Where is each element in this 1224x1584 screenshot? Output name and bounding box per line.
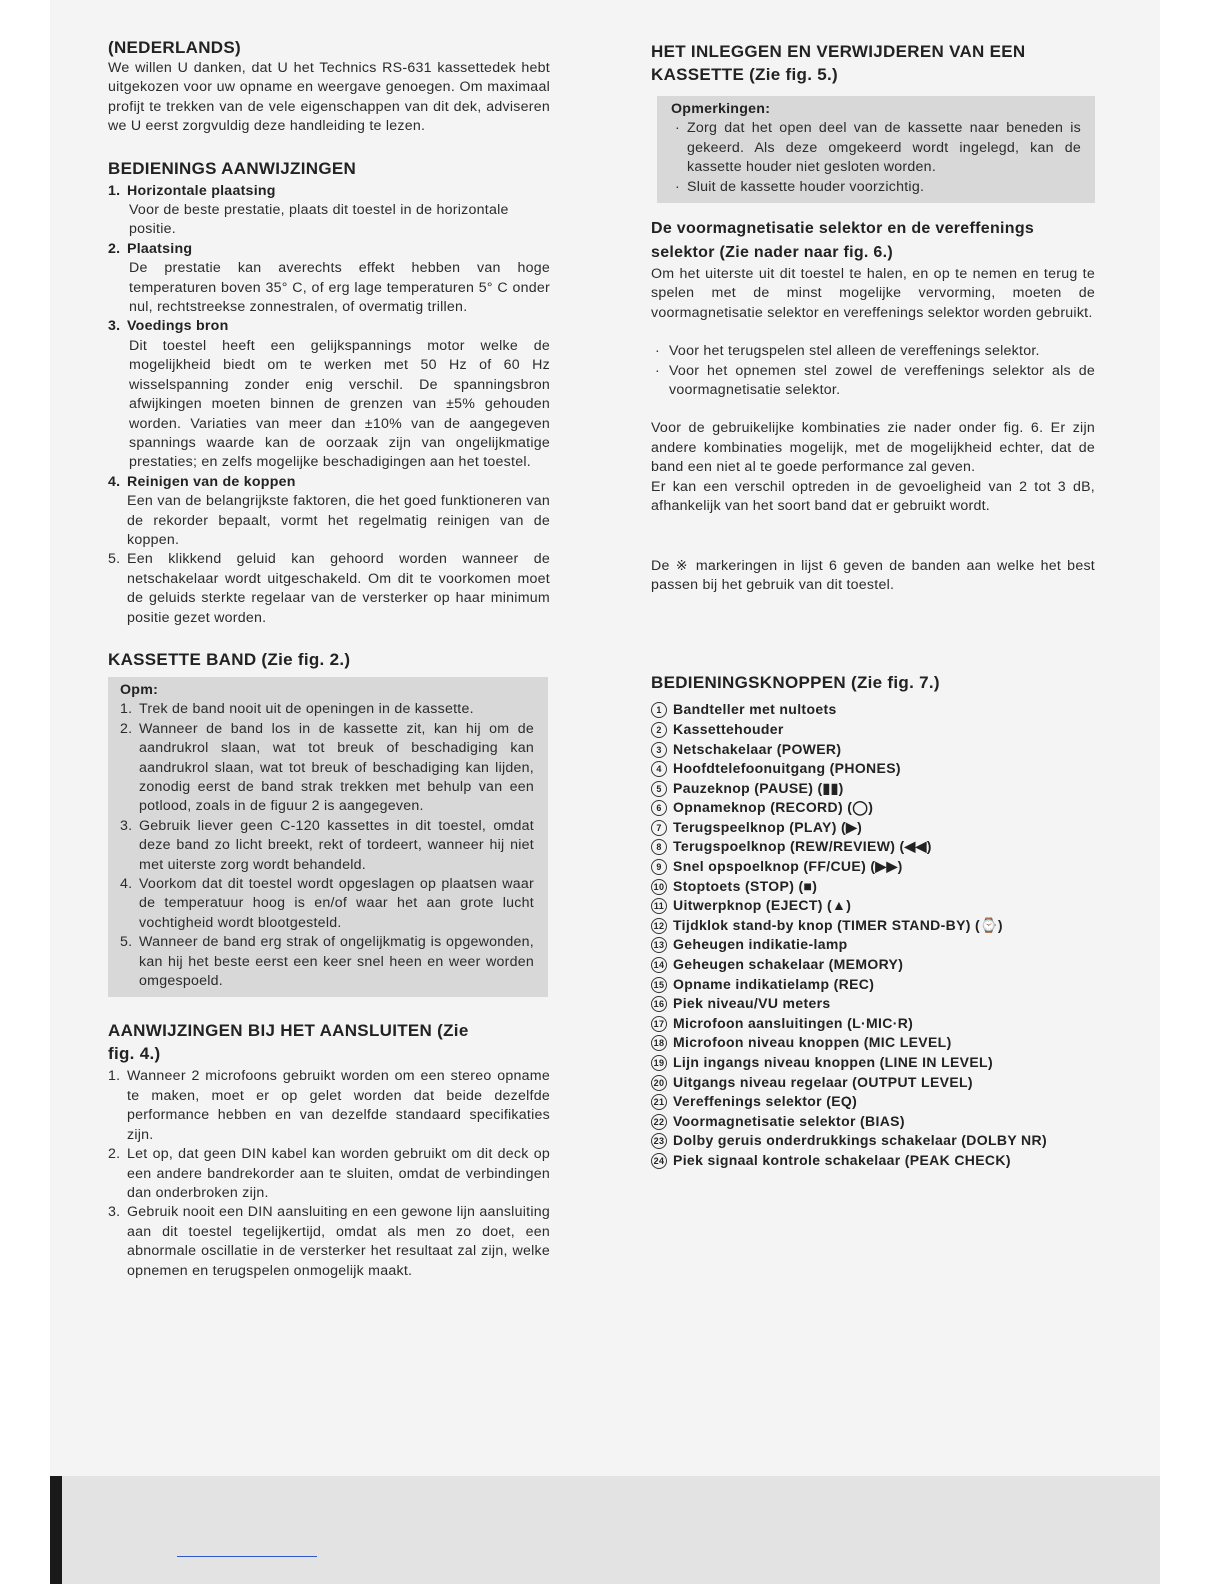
control-label: Terugspeelknop (PLAY) (▶) [673,818,863,835]
operating-item: 3. Voedings bron Dit toestel heeft een gelijkspannings motor welke de mogelijkheid biedt om te werken met 50 Hz of 60 Hz wisselspanning zonder enig verschil. De spanningsbron afwijkingen moeten binnen de grenzen van ±5% gehouden worden. Variaties van meer dan ±10% van de aangegeven spannings waarde kan de oorzaak zijn van ongelijkmatige prestaties; en zelfs mogelijke beschadigingen aan het toestel. [108,318,550,471]
control-label: Opname indikatielamp (REC) [673,975,875,992]
operating-heading: BEDIENINGS AANWIJZINGEN [108,158,357,178]
tape-note-box [108,677,548,998]
control-label: Hoofdtelefoonuitgang (PHONES) [673,760,901,777]
control-item [651,837,1095,857]
page-bottom-edge [50,1476,1160,1584]
control-item [651,916,1095,936]
control-label: Uitgangs niveau regelaar (OUTPUT LEVEL) [673,1073,973,1090]
connect-list [108,1067,550,1280]
control-item [651,1092,1095,1112]
control-label: Geheugen schakelaar (MEMORY) [673,956,904,973]
left-column [108,36,550,1281]
controls-list [651,700,1095,1170]
control-number: 2 [651,722,667,738]
connect-heading: AANWIJZINGEN BIJ HET AANSLUITEN (Zie fig. 4.) [108,1021,469,1064]
control-label: Dolby geruis onderdrukkings schakelaar (DOLBY NR) [673,1132,1047,1149]
insert-heading: HET INLEGGEN EN VERWIJDEREN VAN EEN KASSETTE (Zie fig. 5.) [651,42,1026,84]
control-label: Pauzeknop (PAUSE) (▮▮) [673,779,844,796]
control-label: Vereffenings selektor (EQ) [673,1093,858,1110]
control-label: Opnameknop (RECORD) (◯) [673,799,874,816]
connect-item: 3. Gebruik nooit een DIN aansluiting en een gewone lijn aansluiting aan dit toestel tegelijkertijd, omdat als men zo doet, een abnormale oscillatie in de versterker het resultaat zal zijn, welke opnemen en terugspelen onmogelijk maakt. [108,1204,550,1279]
control-number: 11 [651,898,667,914]
bias-bullets [651,342,1095,400]
control-item [651,818,1095,838]
control-item [651,1014,1095,1034]
intro-text: We willen U danken, dat U het Technics RS-631 kassettedek hebt uitgekozen voor uw opname en weergave genoegen. Om maximaal profijt te trekken van de vele eigenschappen van dit dek, adviseren we U eerst zorgvuldig deze handleiding te lezen. [108,60,550,135]
insert-note-title: Opmerkingen: [671,101,771,117]
insert-note-item: · Sluit de kassette houder voorzichtig. [675,178,925,195]
control-label: Piek signaal kontrole schakelaar (PEAK CHECK) [673,1151,1011,1168]
tape-note-item: 5. Wanneer de band erg strak of ongelijkmatig is opgewonden, kan hij het beste eerst een keer snel heen en weer worden omgespoeld. [120,934,534,990]
control-item [651,857,1095,877]
connect-item: 2. Let op, dat geen DIN kabel kan worden gebruikt om dit deck op een andere bandrekorder aan te sluiten, omdat de verbindingen dan onderbroken zijn. [108,1146,550,1201]
control-number: 22 [651,1114,667,1130]
control-label: Voormagnetisatie selektor (BIAS) [673,1112,905,1129]
control-number: 19 [651,1055,667,1071]
control-label: Bandteller met nultoets [673,701,837,718]
control-item [651,1033,1095,1053]
control-number: 5 [651,781,667,797]
control-label: Geheugen indikatie-lamp [673,936,848,953]
tape-note-item: 2. Wanneer de band los in de kassette zit, kan hij om de aandrukrol slaan, wat tot breuk of beschadiging kan aandrukrol slaan, wat tot breuk of beschadiging kan lijden, zonodig eerst de band strak trekken met behulp van een potlood, zoals in de figuur 2 is aangegeven. [120,720,534,815]
control-item [651,759,1095,779]
operating-item: 4. Reinigen van de koppen Een van de belangrijkste faktoren, die het goed funktioneren van de rekorder bepaalt, vormt het regelmatig reinigen van de koppen. [108,473,550,548]
tape-heading: KASSETTE BAND (Zie fig. 2.) [108,649,351,669]
control-item [651,955,1095,975]
right-column [651,40,1095,1171]
control-label: Stoptoets (STOP) (■) [673,877,818,894]
control-label: Kassettehouder [673,720,784,737]
control-label: Lijn ingangs niveau knoppen (LINE IN LEVEL) [673,1054,993,1070]
control-item [651,975,1095,995]
tape-note-item: 3. Gebruik liever geen C-120 kassettes in dit toestel, omdat deze band zo licht breekt, rekt of tordeert, wanneer hij niet met uiterste zorg wordt behandeld. [120,817,534,873]
bias-bullet: · Voor het opnemen stel zowel de vereffenings selektor als de voormagnetisatie selektor. [655,362,1095,399]
control-label: Microfoon niveau knoppen (MIC LEVEL) [673,1034,952,1051]
control-number: 12 [651,918,667,934]
control-item [651,1151,1095,1171]
operating-list [108,182,550,628]
control-number: 15 [651,977,667,993]
bias-para4: De ※ markeringen in lijst 6 geven de banden aan welke het best passen bij het gebruik van dit toestel. [651,557,1095,593]
bias-heading: De voormagnetisatie selektor en de vereffenings selektor (Zie nader naar fig. 6.) [651,220,1035,262]
insert-note-box [657,96,1095,203]
control-label: Uitwerpknop (EJECT) (▲) [673,897,852,914]
control-number: 1 [651,702,667,718]
control-number: 16 [651,996,667,1012]
control-label: Microfoon aansluitingen (L·MIC·R) [673,1014,914,1031]
control-label: Tijdklok stand-by knop (TIMER STAND-BY) (⌚) [673,916,1003,933]
control-item [651,1053,1095,1073]
operating-item: 1. Horizontale plaatsing Voor de beste prestatie, plaats dit toestel in de horizontale positie. [108,182,509,238]
control-number: 18 [651,1035,667,1051]
control-item [651,700,1095,720]
control-item [651,877,1095,897]
control-number: 17 [651,1016,667,1032]
control-number: 23 [651,1133,667,1149]
control-number: 3 [651,742,667,758]
tape-note-title: Opm: [120,681,159,698]
operating-item: 5. Een klikkend geluid kan gehoord worden wanneer de netschakelaar wordt uitgeschakeld. Om dit te voorkomen moet de geluids sterkte regelaar van de versterker op haar minimum positie gezet worden. [108,551,550,626]
control-number: 4 [651,761,667,777]
control-item [651,1112,1095,1132]
bias-bullet: · Voor het terugspelen stel alleen de vereffenings selektor. [655,343,1040,360]
insert-note-item: · Zorg dat het open deel van de kassette naar beneden is gekeerd. Als deze omgekeerd wordt ingelegd, kan de kassette houder niet gesloten worden. [675,120,1081,176]
tape-note-item: 4. Voorkom dat dit toestel wordt opgeslagen op plaatsen waar de temperatuur hoog is en/of waar het aan grote lucht vochtigheid wordt blootgesteld. [120,876,534,931]
tape-note-item: 1. Trek de band nooit uit de openingen in de kassette. [120,701,474,718]
control-number: 14 [651,957,667,973]
control-label: Netschakelaar (POWER) [673,740,842,757]
bias-para3: Er kan een verschil optreden in de gevoeligheid van 2 tot 3 dB, afhankelijk van het soort band dat er gebruikt wordt. [651,478,1095,515]
bias-para1: Om het uiterste uit dit toestel te halen, en op te nemen en terug te spelen met de minst mogelijke vervorming, moeten de voormagnetisatie selektor en vereffenings selektor worden gebruikt. [651,266,1095,321]
control-item [651,720,1095,740]
control-item [651,935,1095,955]
control-item [651,994,1095,1014]
control-label: Terugspoelknop (REW/REVIEW) (◀◀) [673,838,932,855]
control-number: 24 [651,1153,667,1169]
control-number: 8 [651,839,667,855]
control-label: Snel opspoelknop (FF/CUE) (▶▶) [673,858,903,875]
control-item [651,1131,1095,1151]
control-item [651,1073,1095,1093]
control-number: 21 [651,1094,667,1110]
control-number: 13 [651,937,667,953]
control-number: 9 [651,859,667,875]
control-label: Piek niveau/VU meters [673,995,831,1012]
control-number: 20 [651,1075,667,1091]
control-item [651,798,1095,818]
bias-para2: Voor de gebruikelijke kombinaties zie nader onder fig. 6. Er zijn andere kombinaties mogelijk, met de mogelijkheid echter, dat de band een niet al te goede performance zal geven. [651,420,1095,476]
intro-heading: (NEDERLANDS) [108,38,241,57]
controls-heading: BEDIENINGSKNOPPEN (Zie fig. 7.) [651,673,940,693]
control-number: 7 [651,820,667,836]
control-number: 6 [651,800,667,816]
connect-item: 1. Wanneer 2 microfoons gebruikt worden om een stereo opname te maken, moet er op gelet worden dat beide dezelfde performance hebben en van dezelfde standaard specifikaties zijn. [108,1068,550,1143]
control-item [651,740,1095,760]
control-item [651,896,1095,916]
control-number: 10 [651,879,667,895]
control-item [651,779,1095,799]
operating-item: 2. Plaatsing De prestatie kan averechts effekt hebben van hoge temperaturen boven 35° C, of erg lage temperaturen 5° C onder nul, rechtstreekse zonnestralen, of overmatig trillen. [108,240,550,316]
